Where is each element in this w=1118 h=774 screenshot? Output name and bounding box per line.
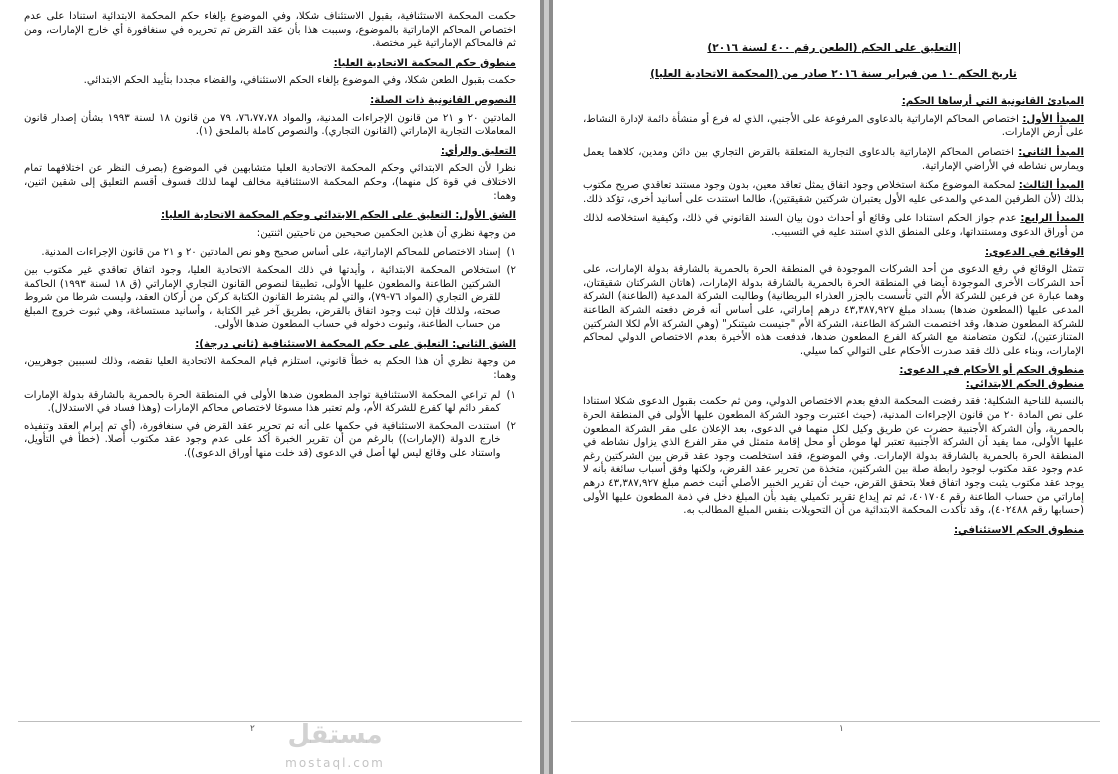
list-item: [24, 420, 516, 461]
list-item: [24, 246, 516, 260]
document-title: التعليق على الحكم (الطعن رقم ٤٠٠ لسنة ٢٠١٦): [707, 42, 959, 54]
list-item-text: استندت المحكمة الاستئنافية في حكمها على أنه تم تحرير عقد القرض في سنغافورة، (أي تم إبرام العقد وتنفيذه خارج الدولة (الإمارات)) بالرغم من أن تقرير الخبرة أكد على عدم وجود عقد مكتوب أصلا. (خطأ في التأويل، واستناد على وقائع ليس لها أصل في الدعوى (قد خلت منها أوراق الدعوى)).: [24, 420, 501, 460]
list-item: [24, 264, 516, 332]
rulings-heading: منطوق الحكم أو الأحكام في الدعوى:: [899, 365, 1084, 377]
commentary-text: نظرا لأن الحكم الابتدائي وحكم المحكمة الاتحادية العليا متشابهين في الموضوع (بصرف النظر عن اختلافهما تمام الاختلاف في قوة كل منهما)، وحكم المحكمة الاستئنافية مخالف لهما لذلك فسوف أقسم التعليق إلى شقين اثنين، وهما:: [24, 163, 516, 202]
supreme-court-ruling-heading: منطوق حكم المحكمة الاتحادية العليا:: [333, 57, 516, 69]
principle-paragraph: [583, 146, 1084, 173]
list-item-number: ٢): [506, 420, 516, 432]
principles-heading: المبادئ القانونية التي أرساها الحكم:: [901, 96, 1084, 108]
facts-heading: الوقائع في الدعوى:: [984, 246, 1084, 258]
part-two-intro: من وجهة نظري أن هذا الحكم به خطأ قانوني، استلزم قيام المحكمة الاتحادية العليا نقضه، وذلك لسببين جوهريين، وهما:: [24, 356, 516, 382]
part-one-intro: من وجهة نظري أن هذين الحكمين صحيحين من ناحيتين اثنتين:: [256, 227, 516, 239]
first-instance-text: بالنسبة للناحية الشكلية: فقد رفضت المحكمة الدفع بعدم الاختصاص الدولي، ومن ثم حكمت بقبول الدعوى شكلا استنادا على نص المادة ٢٠ من قانون الإجراءات المدنية، (حيث اعتبرت وجود الشركة المطعون عليها الأولى في المنطقة الحرة بالحمرية، وأن الشركة الأجنبية حضرت عن طريق وكيل لكل منهما في الدعوى، بعد الإعلان على مقر الشركة المطعون عليها الأولى، مما يفيد أن الشركة الأجنبية تعتبر لها موطن أو محل إقامة متمثل في مقر الفرع الذي يزاول نشاطه في المنطقة الحرة بالحمرية بالشارقة بدولة الإمارات. وفي الموضوع، فقد استخلصت وجود عقد قرض بين الشركتين رغم عدم وجود عقد مكتوب لوجود رابطة صلة بين الشركتين، متخذة من تحرير عقد القرض، ولكنها وفق أسباب سائغة بأنه لا يوجد عقد مكتوب يثبت وجود اتفاق فعلا بتحقق القرض، حيث أن تقرير الخبير الأصلي أثبت خصم مبلغ ٤٣,٣٨٧,٩٢٧ درهم إماراتي من حساب الطاعنة رقم ٤٠١٧٠٤، ثم تم إيداع تقرير تكميلي يفيد بأن المبلغ دخل في ذمة المطعون عليها الأولى (حسابها رقم ٤٠٢٤٨٨)، وقد تأكدت المحكمة الابتدائية من أن التحويلات بنفس المبلغ المطالب به.: [583, 396, 1084, 517]
list-item-text: لم تراعي المحكمة الاستئنافية تواجد المطعون ضدها الأولى في المنطقة الحرة بالحمرية بالشارقة بدولة الإمارات كمقر دائم لها كفرع للشركة الأم، ولم تعتبر هذا مسوغا لاختصاص محاكم الإمارات (وهذا فساد في الاستدلال).: [24, 389, 501, 415]
principle-label: المبدأ الرابع:: [1020, 213, 1084, 225]
supreme-court-ruling-text: حكمت بقبول الطعن شكلا، وفي الموضوع بإلغاء الحكم الاستئنافي، والقضاء مجددا بتأييد الحكم الابتدائي.: [83, 75, 516, 87]
principle-label: المبدأ الثالث:: [1018, 180, 1084, 192]
legal-texts-heading: النصوص القانونية ذات الصلة:: [370, 94, 516, 106]
page-number: ٢: [250, 724, 255, 734]
appeal-ruling-intro: حكمت المحكمة الاستئنافية، بقبول الاستئناف شكلا، وفي الموضوع بإلغاء حكم المحكمة الابتدائية استنادا على عدم اختصاص المحاكم الإماراتية بالموضوع، وسببت هذا بأن عقد القرض تم تحريره في سنغافورة أي خارج الإمارات، ومن ثم فالمحاكم الإماراتية غير مختصة.: [24, 11, 516, 50]
watermark-url: mostaql.com: [285, 756, 385, 770]
list-item-text: إسناد الاختصاص للمحاكم الإماراتية، على أساس صحيح وهو نص المادتين ٢٠ و ٢١ من قانون الإجراءات المدنية.: [41, 247, 501, 259]
principle-text: اختصاص المحاكم الإماراتية بالدعاوى المرفوعة على الأجنبي، الذي له فرع أو منشأة دائمة لإدارة النشاط، على أرض الإمارات.: [583, 113, 1084, 139]
part-one-heading: الشق الأول: التعليق على الحكم الابتدائي وحكم المحكمة الاتحادية العليا:: [160, 210, 516, 222]
first-instance-heading: منطوق الحكم الابتدائي:: [965, 378, 1084, 390]
list-item-number: ١): [506, 247, 516, 259]
principle-text: عدم جواز الحكم استنادا على وقائع أو أحداث دون بيان السند القانوني في ذلك، وكيفية استخلاصه لذلك من أوراق الدعوى ومستنداتها، وعلى المنطق الذي استند عليه في التسبيب.: [583, 213, 1084, 238]
page-footer-divider: [18, 721, 522, 722]
page-gutter: [540, 0, 553, 774]
principle-paragraph: [583, 179, 1084, 206]
part-two-heading: الشق الثاني: التعليق على حكم المحكمة الاستئنافية (ثاني درجة):: [195, 338, 516, 350]
list-item-number: ٢): [506, 264, 516, 276]
principle-text: لمحكمة الموضوع مكنة استخلاص وجود اتفاق يمثل تعاقد معين، بدون وجود مستند تعاقدي صريح مكتوب بذلك (لأن الطرفين المدعي والمدعى عليه الأول يعتبران شركتين شقيقتين)، طالما استندت على أسانيد أخرى، تؤكد ذلك.: [583, 180, 1084, 205]
principle-paragraph: [583, 212, 1084, 239]
facts-text: تتمثل الوقائع في رفع الدعوى من أحد الشركات الموجودة في المنطقة الحرة بالحمرية بالشارقة بدولة الإمارات، على أحد الشركات الأخرى الموجودة أيضا في المنطقة الحرة بالحمرية بالشارقة بدولة الإمارات، (هاتان الشركتان شقيقتان، وهما عبارة عن فرعين للشركة الأم التي تأسست بالجزر العذراء البريطانية) وطالبت الشركة المدعية (الطاعنة) الشركة المدعى عليها (المطعون ضدها) بسداد مبلغ ٤٣,٣٨٧,٩٢٧ درهم إماراتي، على أساس أنه قرض دفعته الشركة الطاعنة للشركة المطعون ضدها، وقد اختصمت الشركة الطاعنة، الشركة الأم "جنيست شيتنكر" (وهي الشركة الأم لكلا الشركتين المتنازعتين)، لتكون متضامنة مع الشركة الفرع المطعون ضدها، فدفعت هذه الأخيرة بعدم الاختصاص الدولي لمحاكم الإمارات، وبناء على ذلك فقد صدرت الأحكام على التوالي كما سيلي.: [583, 264, 1084, 357]
page-footer-divider: [571, 721, 1100, 722]
list-item-number: ١): [506, 389, 516, 401]
principle-label: المبدأ الأول:: [1022, 113, 1085, 125]
list-item: [24, 389, 516, 416]
commentary-heading: التعليق والرأي:: [440, 145, 516, 157]
legal-texts-text: المادتين ٢٠ و ٢١ من قانون الإجراءات المدنية، والمواد ٧٦،٧٧،٧٨، ٧٩ من قانون ١٨ لسنة ١٩٩٣ بشأن إصدار قانون المعاملات التجارية الإماراتي (القانون التجاري). والنصوص كاملة بالملحق (١).: [24, 112, 517, 138]
document-page-1: [553, 0, 1118, 774]
page-2-content: [24, 10, 516, 465]
page-number: ١: [839, 724, 844, 734]
principle-text: اختصاص المحاكم الإماراتية بالدعاوى التجارية المتعلقة بالقرض التجاري بين دائن ومدين، كلاهما يعمل ويمارس نشاطه في الأراضي الإماراتية.: [583, 146, 1084, 172]
list-item-text: استخلاص المحكمة الابتدائية ، وأيدتها في ذلك المحكمة الاتحادية العليا، وجود اتفاق تعاقدي غير مكتوب بين الشركتين الطاعنة والمطعون عليها الأولى، تطبيقا لنصوص القانون التجاري الإماراتي (ق ١٨ لسنة ١٩٩٣) الحاكمة للقرض التجاري (المواد ٧٦-٧٩)، والتي لم يشترط القانون الكتابة كركن من أركان العقد، وليست شرطا من شروط صحته، ولذلك فإن ثبت وجود اتفاق بالقرض، بطريق آخر غير الكتابة ، وأسانيد مستساغة، وهي ثبوت خروج المبلغ من حساب الطاعنة، وثبوت دخوله في حساب المطعون ضدها الأولى.: [24, 264, 501, 331]
document-page-2: [0, 0, 540, 774]
principle-paragraph: [583, 113, 1084, 140]
principle-label: المبدأ الثاني:: [1018, 146, 1084, 158]
document-subtitle: تاريخ الحكم ١٠ من فبراير سنة ٢٠١٦ صادر من (المحكمة الاتحادية العليا): [650, 67, 1017, 80]
watermark-brand: مستقل: [287, 720, 383, 750]
page-1-content: [583, 10, 1084, 541]
appeal-heading: منطوق الحكم الاستئنافي:: [953, 524, 1084, 536]
